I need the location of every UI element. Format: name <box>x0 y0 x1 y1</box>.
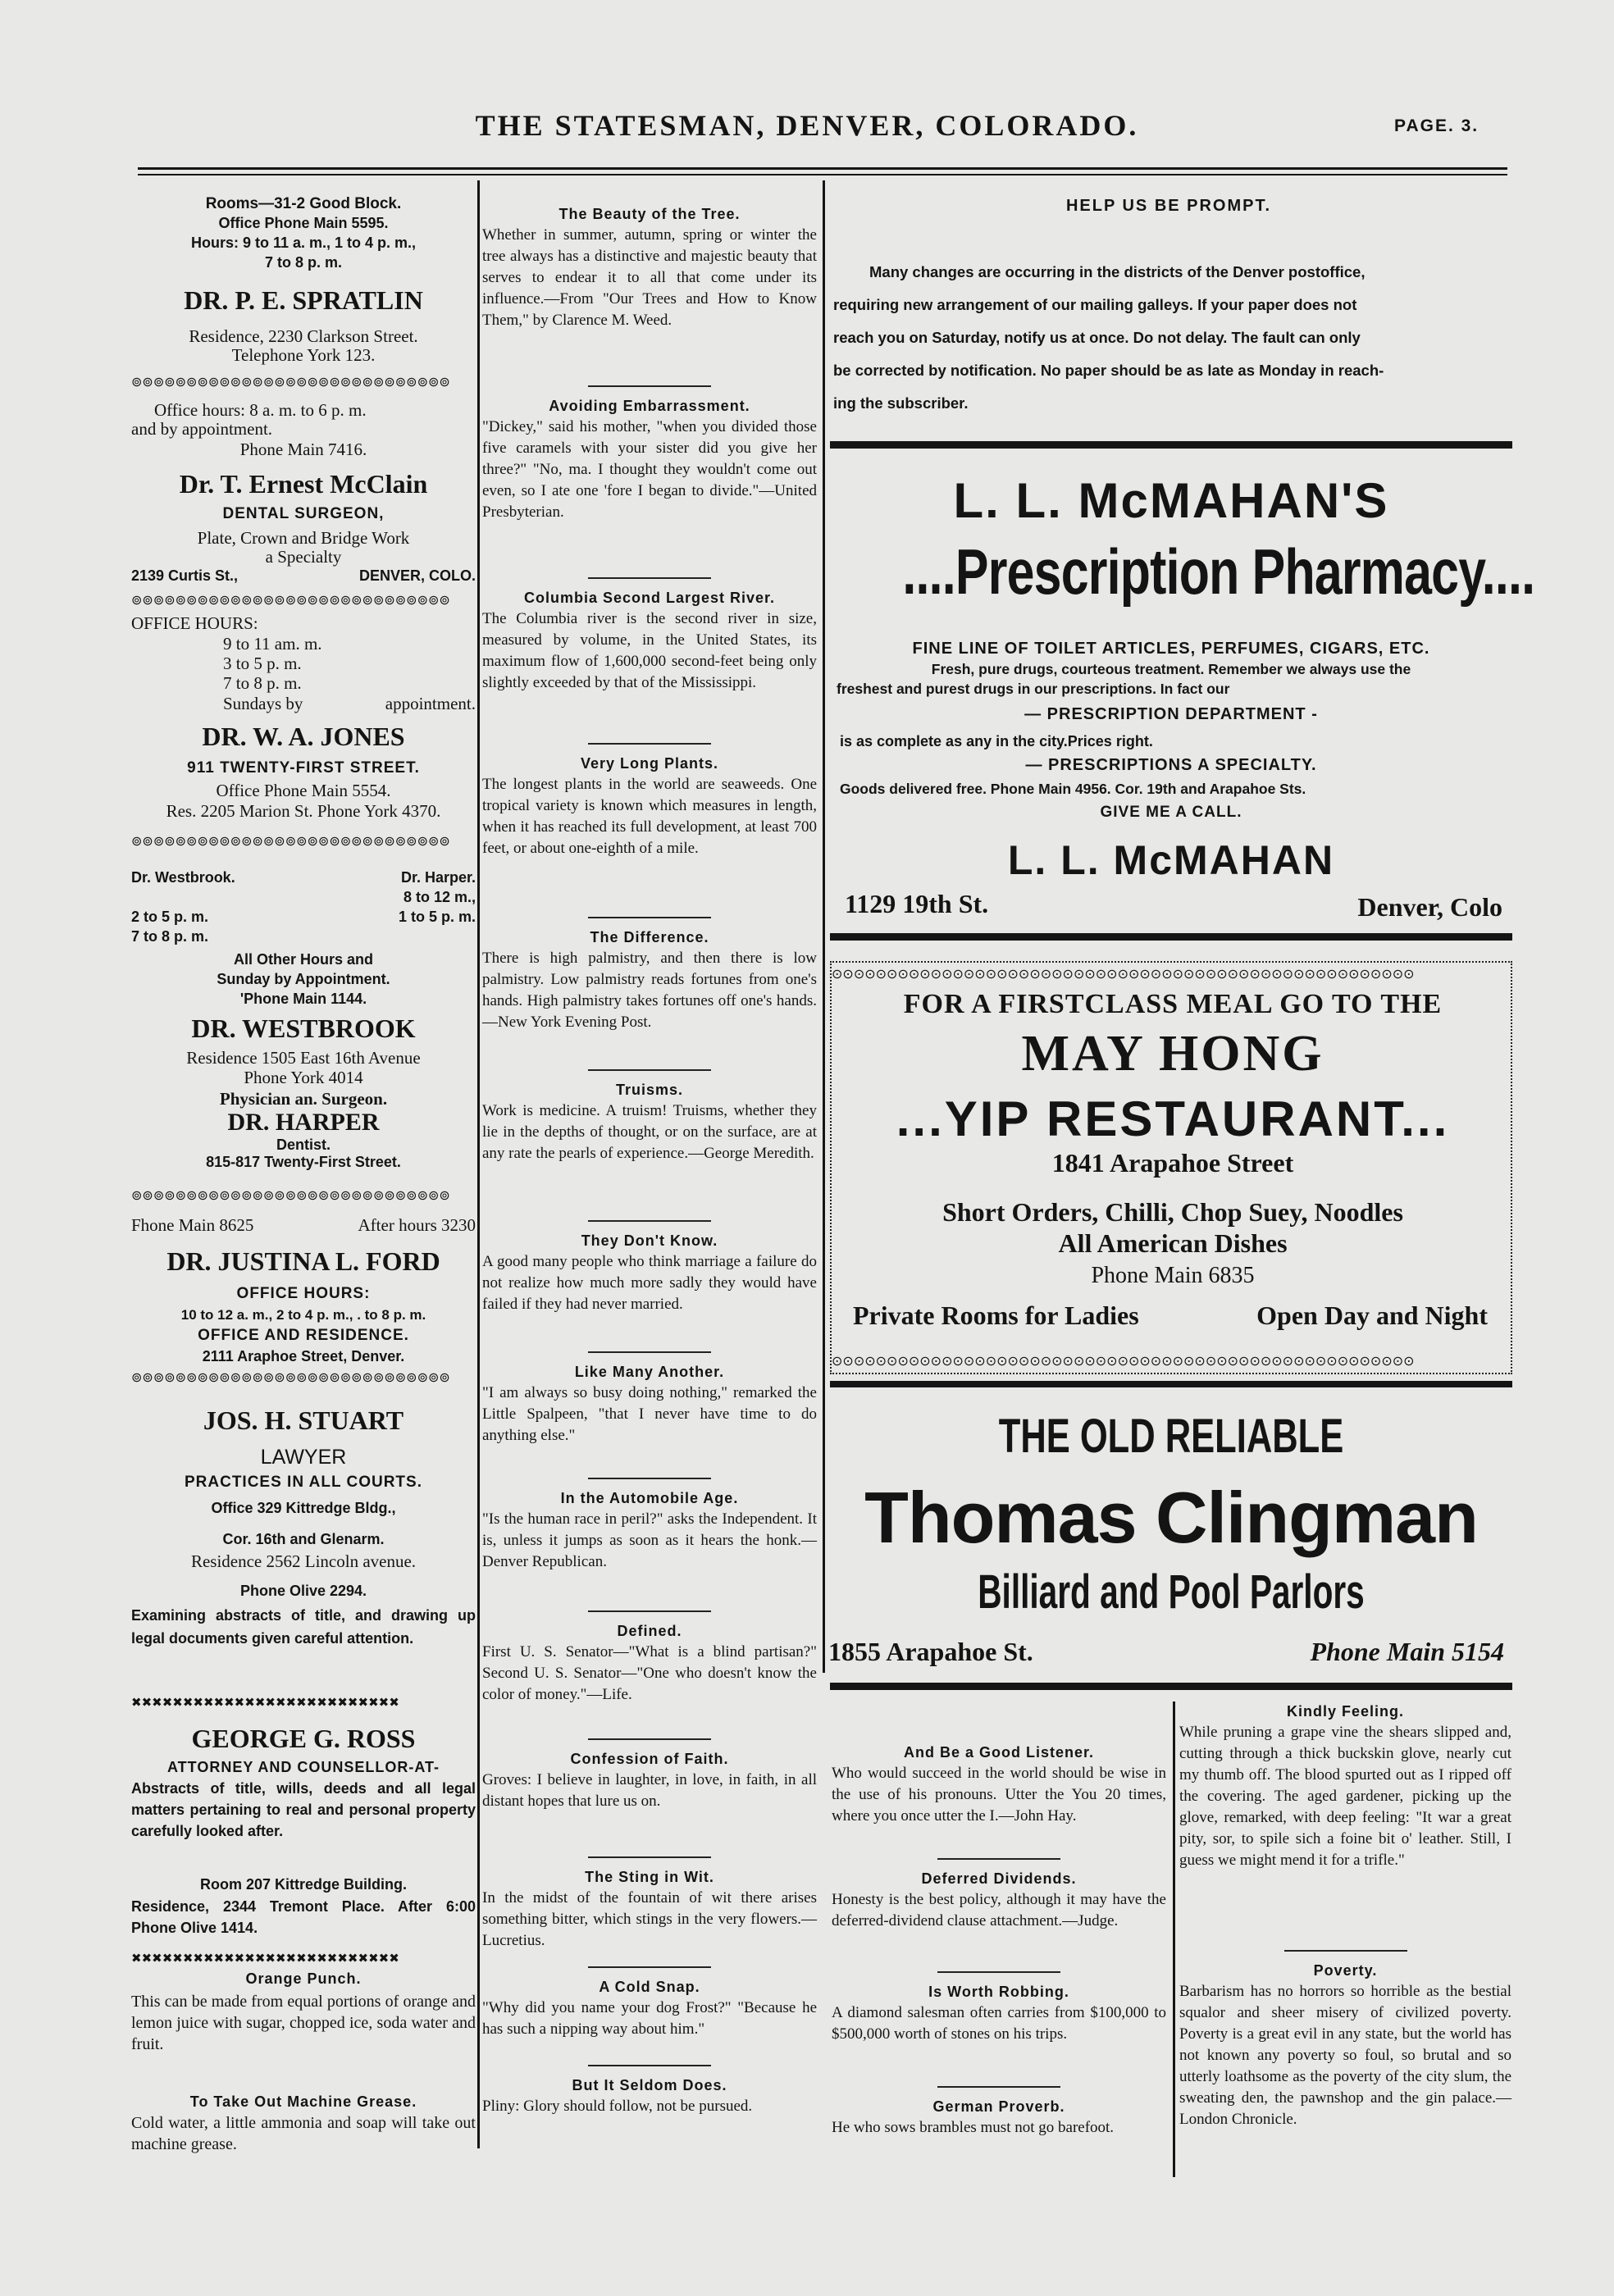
column-rule-1 <box>477 180 480 2148</box>
item-text: Whether in summer, autumn, spring or winter the tree always has a distinctive and majestic beauty that serves to endear it to all that come under its influence.—From "Our Trees and How to Know Them," by Clarence M. Weed. <box>482 226 817 329</box>
pharmacy-line-7: Goods delivered free. Phone Main 4956. Cor. 19th and Arapahoe Sts. <box>840 781 1306 797</box>
office-hours-2: 3 to 5 p. m. <box>223 654 302 673</box>
item-separator <box>588 1351 711 1353</box>
pharmacy-line-5: is as complete as any in the city.Prices right. <box>840 733 1153 749</box>
ornament-rule-2: ⊚⊚⊚⊚⊚⊚⊚⊚⊚⊚⊚⊚⊚⊚⊚⊚⊚⊚⊚⊚⊚⊚⊚⊚⊚⊚⊚⊚⊚ <box>131 592 450 608</box>
mcclain-address <box>131 566 476 586</box>
page-number: PAGE. 3. <box>1394 116 1480 135</box>
item-separator <box>937 1971 1060 1973</box>
masthead: THE STATESMAN, DENVER, COLORADO. <box>475 109 1139 142</box>
office-hours-title: OFFICE HOURS: <box>131 613 258 633</box>
stuart-phone: Phone Olive 2294. <box>239 1583 367 1599</box>
item-text: "Dickey," said his mother, "when you divided those five caramels with your sister did you give her three?" "No, ma. I thought they wouldn't come out even, so I ate one 'fore I began to divide."—United Presbyterian. <box>482 418 817 521</box>
ford-address: 2111 Araphoe Street, Denver. <box>202 1348 405 1364</box>
pharmacy-line-8: GIVE ME A CALL. <box>1100 804 1242 821</box>
item-separator <box>588 1478 711 1479</box>
ross-room: Room 207 Kittredge Building. <box>199 1876 408 1893</box>
item-heading: They Don't Know. <box>581 1232 718 1249</box>
header-rule-bottom <box>138 174 1507 175</box>
office-hours-3: 7 to 8 p. m. <box>223 673 302 693</box>
billiard-rule <box>830 1683 1512 1690</box>
punch-text: This can be made from equal portions of orange and lemon juice with sugar, chopped ice, soda water and fruit. <box>131 1993 476 2053</box>
pharmacy-name: L. L. McMAHAN'S <box>953 473 1389 528</box>
grease-heading: To Take Out Machine Grease. <box>189 2093 417 2110</box>
restaurant-line-8-left: Private Rooms for Ladies <box>853 1301 1139 1330</box>
item-separator <box>1284 1950 1407 1952</box>
billiard-line-3: Billiard and Pool Parlors <box>978 1565 1365 1619</box>
westbrook-harper-row-2 <box>131 907 476 927</box>
harper-role: Dentist. <box>276 1137 331 1153</box>
pharmacy-headline: ....Prescription Pharmacy.... <box>902 535 1535 608</box>
item-text: First U. S. Senator—"What is a blind partisan?" Second U. S. Senator—"One who doesn't know the color of money."—Life. <box>482 1643 817 1703</box>
pharmacy-line-4: — PRESCRIPTION DEPARTMENT - <box>1024 705 1318 723</box>
item-heading: Kindly Feeling. <box>1286 1703 1404 1720</box>
column-rule-3 <box>1173 1702 1175 2177</box>
other-hours: All Other Hours and <box>233 951 373 968</box>
item-text: Honesty is the best policy, although it may have the deferred-dividend clause attachment.—Judge. <box>832 1891 1166 1929</box>
item-separator <box>937 1858 1060 1860</box>
office-hours-4 <box>131 694 476 714</box>
item-heading: And Be a Good Listener. <box>903 1744 1095 1761</box>
ford-name: DR. JUSTINA L. FORD <box>166 1246 440 1276</box>
item-text: In the midst of the fountain of wit there arises something bitter, which stings in the very flowers.—Lucretius. <box>482 1889 817 1949</box>
office-hours-line: Office hours: 8 a. m. to 6 p. m. <box>154 400 367 420</box>
item-separator <box>588 1610 711 1612</box>
ford-office: OFFICE AND RESIDENCE. <box>198 1327 409 1344</box>
item-text: A good many people who think marriage a failure do not realize how much more sadly they would have failed if they had never married. <box>482 1253 817 1313</box>
notice-line-1: Many changes are occurring in the districts of the Denver postoffice, <box>869 263 1366 280</box>
header-rule-top <box>138 167 1507 170</box>
pharmacy-signature: L. L. McMAHAN <box>1007 837 1335 883</box>
restaurant-line-8-right: Open Day and Night <box>1256 1301 1488 1330</box>
restaurant-border-bottom: ⊙⊙⊙⊙⊙⊙⊙⊙⊙⊙⊙⊙⊙⊙⊙⊙⊙⊙⊙⊙⊙⊙⊙⊙⊙⊙⊙⊙⊙⊙⊙⊙⊙⊙⊙⊙⊙⊙⊙⊙⊙⊙⊙⊙⊙⊙⊙⊙⊙⊙⊙⊙⊙ <box>832 1353 1415 1369</box>
westbrook-label: Dr. Westbrook. <box>131 869 235 886</box>
item-separator <box>588 1738 711 1740</box>
item-heading: Columbia Second Largest River. <box>523 590 776 606</box>
item-heading: Confession of Faith. <box>570 1751 729 1767</box>
notice-line-3: reach you on Saturday, notify us at once. Do not delay. The fault can only <box>833 329 1361 346</box>
notice-line-2: requiring new arrangement of our mailing galleys. If your paper does not <box>833 296 1357 313</box>
stuart-text: Examining abstracts of title, and drawing up legal documents given careful attention. <box>131 1607 476 1647</box>
pharmacy-line-3: freshest and purest drugs in our prescriptions. In fact our <box>837 681 1230 697</box>
item-text: Groves: I believe in laughter, in love, in faith, in all distant hopes that lure us on. <box>482 1771 817 1810</box>
pharmacy-line-1: FINE LINE OF TOILET ARTICLES, PERFUMES, CIGARS, ETC. <box>912 640 1430 658</box>
notice-title: HELP US BE PROMPT. <box>1065 197 1272 215</box>
ross-residence: Residence, 2344 Tremont Place. After 6:00 Phone Olive 1414. <box>131 1898 476 1936</box>
westbrook-harper-row-1 <box>131 868 476 888</box>
item-text: While pruning a grape vine the shears slipped and, cutting through a thick buckskin glove, nearly cut my thumb off. The blood spurted out as I ripped off the covering. The aged gardener, picking up the glove, remarked, with deep feeling: "It war a great pity, sor, to spile sich a foine bit o' leather. Still, I guess we might mend it for a trifle." <box>1179 1724 1511 1869</box>
westbrook-hours-2: 7 to 8 p. m. <box>131 928 209 945</box>
item-separator <box>588 1856 711 1858</box>
stuart-residence: Residence 2562 Lincoln avenue. <box>190 1551 417 1571</box>
item-heading: The Difference. <box>590 929 709 945</box>
item-heading: Deferred Dividends. <box>921 1870 1077 1887</box>
ornament-rule-3: ⊚⊚⊚⊚⊚⊚⊚⊚⊚⊚⊚⊚⊚⊚⊚⊚⊚⊚⊚⊚⊚⊚⊚⊚⊚⊚⊚⊚⊚ <box>131 833 450 849</box>
mcclain-address-street: 2139 Curtis St., <box>131 567 239 584</box>
spratlin-name: DR. P. E. SPRATLIN <box>184 285 423 315</box>
item-heading: A Cold Snap. <box>599 1979 700 1995</box>
jones-name: DR. W. A. JONES <box>202 722 405 751</box>
stuart-practice: PRACTICES IN ALL COURTS. <box>184 1474 422 1491</box>
grease-text: Cold water, a little ammonia and soap will take out machine grease. <box>131 2114 476 2153</box>
phone-8625-row <box>131 1215 476 1236</box>
item-heading: But It Seldom Does. <box>572 2077 727 2093</box>
item-separator <box>588 385 711 387</box>
ross-text: Abstracts of title, wills, deeds and all legal matters pertaining to real and personal property carefully looked after. <box>131 1780 476 1839</box>
notice-line-5: ing the subscriber. <box>833 394 969 412</box>
mcclain-address-city: DENVER, COLO. <box>358 567 476 584</box>
ornament-rule-6: ✖✖✖✖✖✖✖✖✖✖✖✖✖✖✖✖✖✖✖✖✖✖✖✖✖✖ <box>131 1695 399 1710</box>
billiard-address: 1855 Arapahoe St. <box>828 1637 1033 1666</box>
restaurant-line-6: All American Dishes <box>1058 1228 1288 1258</box>
westbrook-role: Physician an. Surgeon. <box>219 1089 388 1109</box>
item-text: There is high palmistry, and then there is low palmistry. Low palmistry reads fortunes from one's hands. High palmistry takes fortunes off one's hands.—New York Evening Post. <box>482 950 817 1031</box>
item-separator <box>588 743 711 745</box>
punch-heading: Orange Punch. <box>245 1970 362 1987</box>
item-heading: The Sting in Wit. <box>585 1869 714 1885</box>
mcclain-specialty: a Specialty <box>265 547 342 567</box>
notice-text <box>833 256 1514 420</box>
item-heading: Is Worth Robbing. <box>928 1984 1069 2000</box>
restaurant-line-4: 1841 Arapahoe Street <box>1051 1148 1294 1178</box>
mcclain-title: DENTAL SURGEON, <box>222 505 385 522</box>
office-hours-1: 9 to 11 am. m. <box>223 634 322 654</box>
item-text: Work is medicine. A truism! Truisms, whether they lie in the depths of thought, or on the surface, are at any rate the pearls of experience.—George Meredith. <box>482 1102 817 1162</box>
ornament-rule-7: ✖✖✖✖✖✖✖✖✖✖✖✖✖✖✖✖✖✖✖✖✖✖✖✖✖✖ <box>131 1951 399 1966</box>
item-separator <box>588 1220 711 1222</box>
after-hours-3230: After hours 3230 <box>358 1215 476 1235</box>
office-hours-4-left: Sundays by <box>223 694 303 713</box>
office-phone: Office Phone Main 5595. <box>218 215 389 231</box>
item-text: A diamond salesman often carries from $100,000 to $500,000 worth of stones on his trips. <box>832 2004 1166 2043</box>
harper-address: 815-817 Twenty-First Street. <box>206 1154 401 1170</box>
office-hours-4-right: appointment. <box>385 694 476 713</box>
westbrook-residence: Residence 1505 East 16th Avenue <box>186 1048 421 1068</box>
notice-rule <box>830 441 1512 449</box>
stuart-title: LAWYER <box>260 1446 347 1469</box>
item-heading: Truisms. <box>615 1082 684 1098</box>
item-text: The longest plants in the world are seaweeds. One tropical variety is known which measures in length, when it has reached its full development, at least 700 feet, or about one-eighth of a mile. <box>482 776 817 857</box>
hours-a: Hours: 9 to 11 a. m., 1 to 4 p. m., <box>190 235 417 251</box>
item-text: "I am always so busy doing nothing," remarked the Little Spalpeen, "that I never have time to do anything else." <box>482 1384 817 1444</box>
item-heading: Very Long Plants. <box>580 755 719 772</box>
restaurant-line-7: Phone Main 6835 <box>1091 1263 1255 1288</box>
ornament-rule-4: ⊚⊚⊚⊚⊚⊚⊚⊚⊚⊚⊚⊚⊚⊚⊚⊚⊚⊚⊚⊚⊚⊚⊚⊚⊚⊚⊚⊚⊚ <box>131 1187 450 1203</box>
ford-hours-title: OFFICE HOURS: <box>236 1285 371 1302</box>
pharmacy-line-6: — PRESCRIPTIONS A SPECIALTY. <box>1025 756 1317 774</box>
item-separator <box>588 2065 711 2066</box>
spratlin-telephone: Telephone York 123. <box>231 345 376 365</box>
restaurant-line-2: MAY HONG <box>1021 1026 1324 1082</box>
harper-name: DR. HARPER <box>227 1109 380 1136</box>
item-text: Barbarism has no horrors so horrible as the bestial squalor and sheer misery of civilized poverty. Poverty is a great evil in any state, but the world has not known any poverty so foul, so brutal and so utterly loathsome as the poverty of the city slum, the sweating den, the pawnshop and the gin palace.—London Chronicle. <box>1179 1983 1511 2128</box>
harper-label: Dr. Harper. <box>400 869 476 886</box>
billiard-line-1: THE OLD RELIABLE <box>998 1410 1344 1463</box>
hours-b: 7 to 8 p. m. <box>264 254 343 271</box>
item-separator <box>588 1069 711 1071</box>
westbrook-phone: Phone York 4014 <box>244 1068 363 1087</box>
restaurant-line-1: FOR A FIRSTCLASS MEAL GO TO THE <box>903 989 1443 1019</box>
ornament-rule-5: ⊚⊚⊚⊚⊚⊚⊚⊚⊚⊚⊚⊚⊚⊚⊚⊚⊚⊚⊚⊚⊚⊚⊚⊚⊚⊚⊚⊚⊚ <box>131 1369 450 1385</box>
pharmacy-city: Denver, Colo <box>1357 892 1502 922</box>
item-separator <box>588 917 711 918</box>
item-separator <box>588 577 711 579</box>
phone-1144: 'Phone Main 1144. <box>239 991 367 1007</box>
ross-name: GEORGE G. ROSS <box>191 1724 416 1753</box>
restaurant-line-5: Short Orders, Chilli, Chop Suey, Noodles <box>942 1197 1403 1227</box>
pharmacy-address: 1129 19th St. <box>845 889 989 918</box>
item-text: Pliny: Glory should follow, not be pursued. <box>482 2098 753 2115</box>
billiard-phone: Phone Main 5154 <box>1310 1637 1504 1666</box>
sunday-appointment: Sunday by Appointment. <box>217 971 390 987</box>
spratlin-residence: Residence, 2230 Clarkson Street. <box>189 326 418 346</box>
westbrook-name: DR. WESTBROOK <box>191 1014 416 1043</box>
harper-hours-2: 1 to 5 p. m. <box>398 909 476 925</box>
item-text: He who sows brambles must not go barefoot. <box>832 2119 1115 2136</box>
pharmacy-rule <box>830 933 1512 941</box>
harper-hours-1: 8 to 12 m., <box>403 889 476 905</box>
item-heading: Defined. <box>617 1623 682 1639</box>
item-text: Who would succeed in the world should be wise in the use of his pronouns. Utter the You 20 times, where you once utter the I.—John Hay. <box>832 1765 1166 1824</box>
jones-address: 911 TWENTY-FIRST STREET. <box>187 759 420 777</box>
stuart-corner: Cor. 16th and Glenarm. <box>222 1531 385 1547</box>
item-heading: Like Many Another. <box>574 1364 725 1380</box>
phone-8625: Fhone Main 8625 <box>131 1215 254 1235</box>
rooms-line: Rooms—31-2 Good Block. <box>205 195 402 212</box>
column-rule-2 <box>823 180 825 1673</box>
restaurant-border-top: ⊙⊙⊙⊙⊙⊙⊙⊙⊙⊙⊙⊙⊙⊙⊙⊙⊙⊙⊙⊙⊙⊙⊙⊙⊙⊙⊙⊙⊙⊙⊙⊙⊙⊙⊙⊙⊙⊙⊙⊙⊙⊙⊙⊙⊙⊙⊙⊙⊙⊙⊙⊙⊙ <box>832 966 1415 982</box>
appointment-line: and by appointment. <box>131 419 273 439</box>
item-heading: The Beauty of the Tree. <box>559 206 741 222</box>
billiard-line-2: Thomas Clingman <box>864 1477 1478 1558</box>
item-text: The Columbia river is the second river in size, measured by volume, in the United States, its maximum flow of 1,600,000 second-feet being only slightly exceeded by that of the Mississippi. <box>482 610 817 691</box>
ford-hours: 10 to 12 a. m., 2 to 4 p. m., . to 8 p. m. <box>180 1307 426 1323</box>
mcclain-plate: Plate, Crown and Bridge Work <box>197 528 410 548</box>
item-separator <box>588 1966 711 1968</box>
notice-line-4: be corrected by notification. No paper should be as late as Monday in reach- <box>833 362 1384 379</box>
jones-residence: Res. 2205 Marion St. Phone York 4370. <box>166 801 441 821</box>
restaurant-line-3: ...YIP RESTAURANT... <box>896 1091 1450 1146</box>
item-heading: German Proverb. <box>932 2098 1065 2115</box>
westbrook-hours-1: 2 to 5 p. m. <box>131 909 209 925</box>
item-heading: In the Automobile Age. <box>560 1490 739 1506</box>
item-separator <box>937 2086 1060 2088</box>
mcclain-name: Dr. T. Ernest McClain <box>179 469 428 499</box>
stuart-office: Office 329 Kittredge Bldg., <box>211 1500 396 1516</box>
pharmacy-line-2: Fresh, pure drugs, courteous treatment. Remember we always use the <box>931 661 1411 677</box>
ross-title: ATTORNEY AND COUNSELLOR-AT- <box>167 1759 440 1775</box>
item-text: "Why did you name your dog Frost?" "Because he has such a nipping way about him." <box>482 1999 817 2038</box>
ornament-rule-1: ⊚⊚⊚⊚⊚⊚⊚⊚⊚⊚⊚⊚⊚⊚⊚⊚⊚⊚⊚⊚⊚⊚⊚⊚⊚⊚⊚⊚⊚ <box>131 374 450 390</box>
stuart-name: JOS. H. STUART <box>203 1405 404 1435</box>
item-heading: Poverty. <box>1313 1962 1378 1979</box>
restaurant-rule <box>830 1381 1512 1387</box>
jones-office-phone: Office Phone Main 5554. <box>216 781 391 800</box>
phone-7416: Phone Main 7416. <box>239 440 367 459</box>
item-text: "Is the human race in peril?" asks the Independent. It is, unless it jumps as soon as it hears the honk.—Denver Republican. <box>482 1510 817 1570</box>
item-heading: Avoiding Embarrassment. <box>549 398 750 414</box>
